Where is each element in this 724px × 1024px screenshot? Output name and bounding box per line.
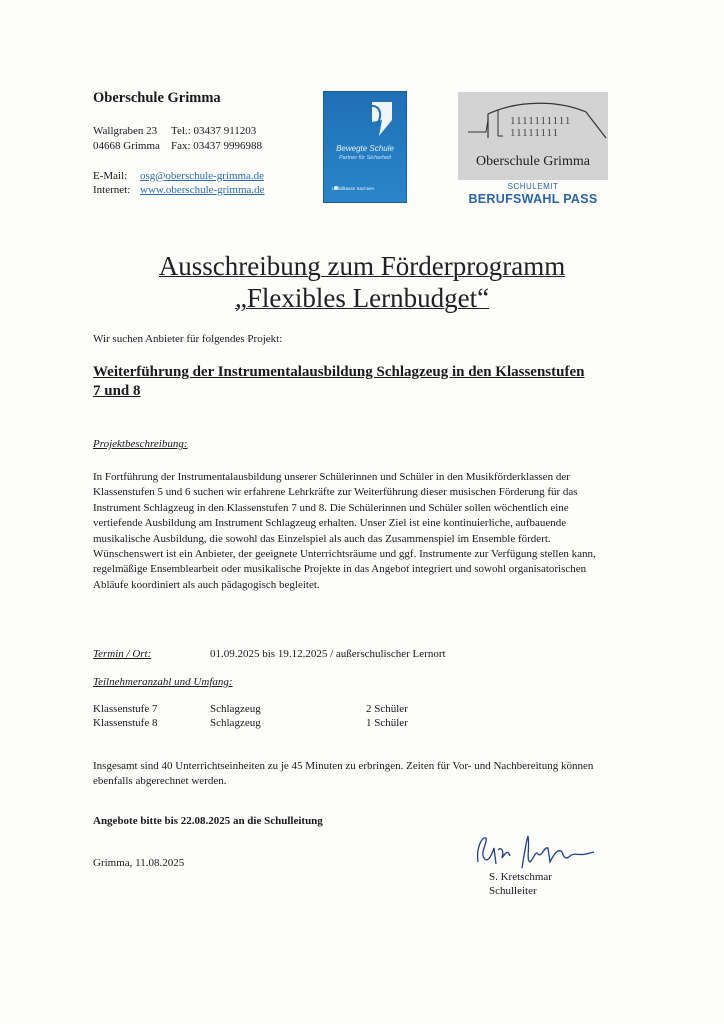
participant-grade: Klassenstufe 7: [93, 703, 158, 715]
description-body: In Fortführung der Instrumentalausbildung unserer Schülerinnen und Schüler in den Musikförderklassen der Klassenstufen 5 und 6 suchen wir erfahrene Lehrkräfte zur Weiterführung dieser musischen Förderung für das Instrument Schlagzeug in den Klassenstufen 7 und 8. Die Schülerinnen und Schüler sollen wöchentlich eine vertiefende Ausbildung am Instrument Schlagzeug erhalten. Unser Ziel ist eine kontinuierliche, aufbauende musikalische Ausbildung, die sowohl das Einzelspiel als auch das Zusammenspiel im Ensemble fördert. Wünschenswert ist ein Anbieter, der geeignete Unterrichtsräume und ggf. Instrumente zur Verfügung stellen kann, regelmäßige Ensemblearbeit oder musikalische Projekte in das Angebot integriert und sowohl organisatorischen Abläufe koordiniert als auch pädagogisch begleitet.: [93, 471, 596, 591]
svg-text:1111111111: 1111111111: [510, 115, 572, 127]
oberschule-grimma-logo: [458, 92, 608, 180]
termin-label: Termin / Ort:: [93, 648, 152, 660]
berufswahlpass-logo: BERUFSWAHL PASS: [468, 192, 598, 206]
document-title-line1: Ausschreibung zum Förderprogramm: [158, 251, 566, 281]
handwritten-signature: [472, 828, 602, 876]
oberschule-grimma-logo-text: Oberschule Grimma: [476, 154, 590, 169]
fax-number: Fax: 03437 9996988: [171, 140, 263, 152]
intro-text: Wir suchen Anbieter für folgendes Projekt:: [93, 333, 283, 345]
signatory-role: Schulleiter: [489, 885, 537, 897]
email-link[interactable]: osg@oberschule-grimma.de: [140, 170, 265, 182]
school-building-icon: [458, 92, 608, 152]
participant-count: 1 Schüler: [366, 717, 408, 729]
school-name: Oberschule Grimma: [93, 90, 221, 106]
participant-instrument: Schlagzeug: [210, 717, 261, 729]
signatory-name: S. Kretschmar: [489, 871, 552, 883]
phone-number: Tel.: 03437 911203: [171, 125, 257, 137]
project-title: Weiterführung der Instrumentalausbildung Schlagzeug in den Klassenstufen 7 und 8: [93, 364, 585, 399]
bewegte-schule-logo: [323, 91, 407, 203]
email-label: E-Mail:: [93, 170, 128, 182]
address-city: 04668 Grimma: [93, 140, 160, 152]
description-heading: Projektbeschreibung:: [93, 438, 188, 450]
berufswahlpass-top: SCHULEMIT: [507, 182, 559, 191]
document-title-line2: „Flexibles Lernbudget“: [234, 283, 490, 313]
website-link[interactable]: www.oberschule-grimma.de: [140, 184, 265, 196]
bewegte-schule-title: Bewegte Schule: [336, 144, 394, 153]
termin-value: 01.09.2025 bis 19.12.2025 / außerschulischer Lernort: [210, 648, 446, 660]
participant-instrument: Schlagzeug: [210, 703, 261, 715]
address-street: Wallgraben 23: [93, 125, 158, 137]
svg-text:11111111: 11111111: [510, 127, 560, 139]
bewegte-schule-org: Unfallkasse Sachsen: [332, 186, 375, 191]
participants-heading: Teilnehmeranzahl und Umfang:: [93, 676, 233, 688]
total-units-text: Insgesamt sind 40 Unterrichtseinheiten zu je 45 Minuten zu erbringen. Zeiten für Vor- und Nachbereitung können ebenfalls abgerechnet werden.: [93, 760, 594, 788]
website-label: Internet:: [93, 184, 131, 196]
date-place: Grimma, 11.08.2025: [93, 857, 185, 869]
offers-deadline: Angebote bitte bis 22.08.2025 an die Schulleitung: [93, 815, 323, 827]
bewegte-schule-subtitle: Partner für Sicherheit: [339, 155, 391, 161]
participant-grade: Klassenstufe 8: [93, 717, 158, 729]
participant-count: 2 Schüler: [366, 703, 408, 715]
